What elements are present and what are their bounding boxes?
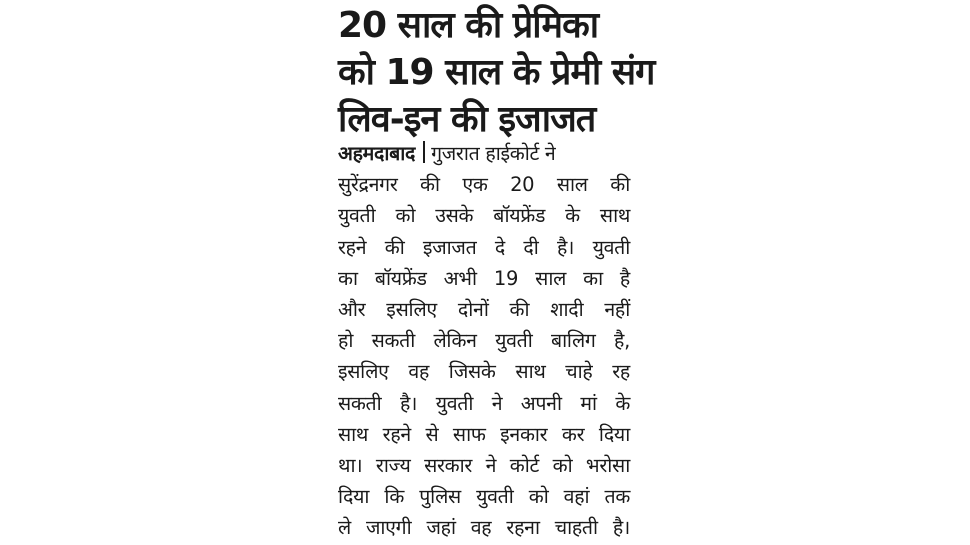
headline-line-1: 20 साल की प्रेमिका bbox=[338, 5, 599, 46]
body-line: ले जाएगी जहां वह रहना चाहती है। bbox=[338, 516, 630, 540]
body-line: दिया कि पुलिस युवती को वहां तक bbox=[338, 485, 630, 509]
body-line: था। राज्य सरकार ने कोर्ट को भरोसा bbox=[338, 454, 630, 478]
body-line: साथ रहने से साफ इनकार कर दिया bbox=[338, 422, 630, 446]
headline-line-2: को 19 साल के प्रेमी संग bbox=[338, 52, 655, 93]
article-body bbox=[338, 138, 630, 544]
body-line: रहने की इजाजत दे दी है। युवती bbox=[338, 235, 630, 259]
body-line: का बॉयफ्रेंड अभी 19 साल का है bbox=[338, 266, 630, 290]
body-first-line bbox=[338, 138, 630, 169]
dateline: अहमदाबाद bbox=[338, 142, 416, 165]
headline bbox=[338, 2, 655, 143]
body-line: सुरेंद्रनगर की एक 20 साल की bbox=[338, 173, 630, 197]
news-clipping bbox=[328, 0, 655, 545]
body-line: सकती है। युवती ने अपनी मां के bbox=[338, 391, 630, 415]
dateline-separator bbox=[423, 141, 425, 163]
body-line: युवती को उसके बॉयफ्रेंड के साथ bbox=[338, 204, 630, 228]
body-line: हो सकती लेकिन युवती बालिग है, bbox=[338, 329, 630, 353]
headline-line-3: लिव-इन की इजाजत bbox=[338, 99, 596, 140]
body-line: इसलिए वह जिसके साथ चाहे रह bbox=[338, 360, 630, 384]
body-first-line-text: गुजरात हाईकोर्ट ने bbox=[431, 142, 556, 165]
body-line: और इसलिए दोनों की शादी नहीं bbox=[338, 298, 630, 322]
